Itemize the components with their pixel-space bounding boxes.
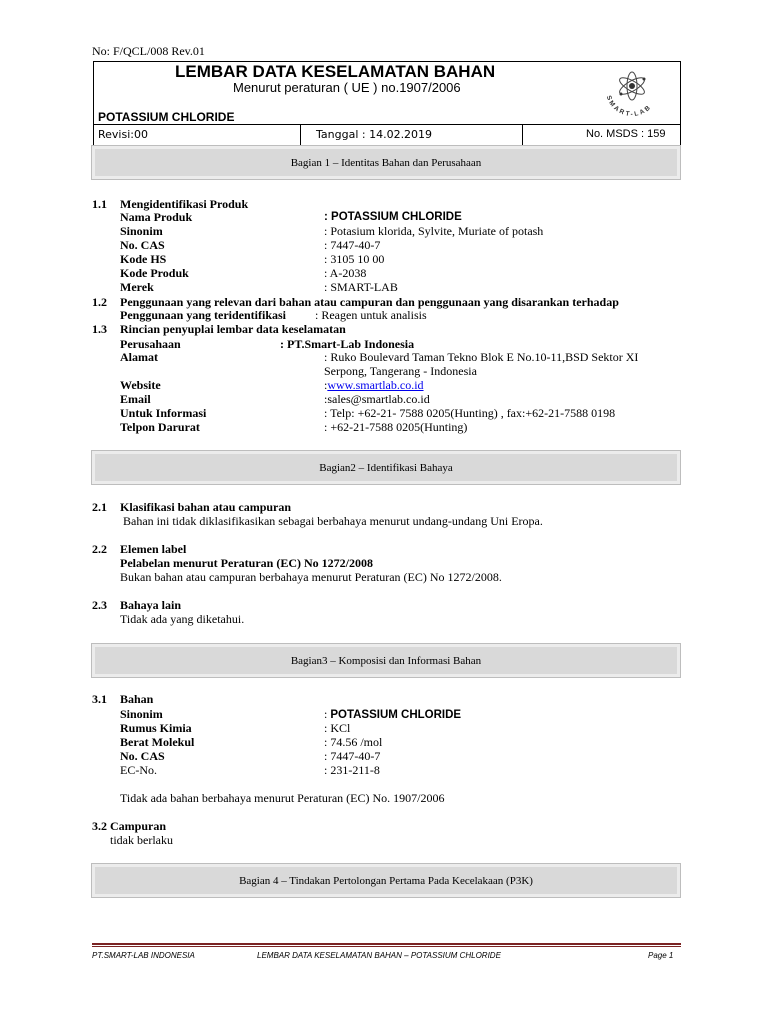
section-number: 1.2 (92, 295, 107, 309)
contact-info: : Telp: +62-21- 7588 0205(Hunting) , fax:+62-21-7588 0198 (324, 406, 616, 420)
section-number: 2.3 (92, 598, 107, 612)
subsection-heading: 3.2 Campuran (92, 819, 167, 833)
field-value: : 7447-40-7 (324, 749, 381, 763)
synonym-field (324, 707, 461, 722)
logo-text: SMART-LAB (604, 94, 654, 119)
field-label: Nama Produk (120, 210, 193, 224)
field-label: Untuk Informasi (120, 406, 207, 420)
field-value: : A-2038 (324, 266, 367, 280)
section-4-header: Bagian 4 – Tindakan Pertolongan Pertama Pada Kecelakaan (P3K) (91, 863, 681, 898)
product-name-header: POTASSIUM CHLORIDE (98, 110, 235, 124)
msds-number: No. MSDS : 159 (586, 128, 666, 140)
revision-number: Revisi:00 (98, 128, 148, 141)
revision-date: Tanggal : 14.02.2019 (316, 128, 433, 141)
field-label: Merek (120, 280, 154, 294)
subsection-heading: Bahaya lain (120, 598, 182, 612)
email-value: :sales@smartlab.co.id (324, 392, 430, 406)
subsection-heading: Bahan (120, 692, 154, 706)
subsection-heading: Penggunaan yang relevan dari bahan atau campuran dan penggunaan yang disarankan terhadap (120, 295, 619, 309)
paragraph: tidak berlaku (110, 833, 173, 847)
field-label: Berat Molekul (120, 735, 195, 749)
footer-company: PT.SMART-LAB INDONESIA (92, 951, 195, 960)
field-value: : 3105 10 00 (324, 252, 385, 266)
section-1-header: Bagian 1 – Identitas Bahan dan Perusahaan (91, 145, 681, 180)
field-label: No. CAS (120, 238, 165, 252)
field-label: Sinonim (120, 707, 163, 721)
field-label: Telpon Darurat (120, 420, 200, 434)
field-value: : Potasium klorida, Sylvite, Muriate of potash (324, 224, 544, 238)
field-value: : 231-211-8 (324, 763, 380, 777)
footer-page-number: Page 1 (648, 951, 674, 960)
subsection-heading: Elemen label (120, 542, 187, 556)
website-field (324, 378, 424, 392)
website-link[interactable]: www.smartlab.co.id (327, 378, 424, 392)
field-label: Alamat (120, 350, 158, 364)
document-title: LEMBAR DATA KESELAMATAN BAHAN (175, 62, 496, 81)
smart-lab-logo (592, 64, 672, 120)
paragraph: Bukan bahan atau campuran berbahaya menurut Peraturan (EC) No 1272/2008. (120, 570, 502, 584)
subsection-heading: Mengidentifikasi Produk (120, 197, 249, 211)
field-label: Kode Produk (120, 266, 189, 280)
section-number: 1.3 (92, 322, 107, 336)
emergency-phone: : +62-21-7588 0205(Hunting) (324, 420, 468, 434)
section-number: 2.2 (92, 542, 107, 556)
field-label: Website (120, 378, 161, 392)
address-line-2: Serpong, Tangerang - Indonesia (324, 364, 477, 378)
field-value: : POTASSIUM CHLORIDE (324, 211, 462, 223)
section-number: 2.1 (92, 500, 107, 514)
synonym-value: POTASSIUM CHLORIDE (330, 709, 462, 721)
field-label: Email (120, 392, 151, 406)
subsection-heading: Klasifikasi bahan atau campuran (120, 500, 292, 514)
field-label: EC-No. (120, 763, 157, 777)
subsection-heading: Rincian penyuplai lembar data keselamatan (120, 322, 346, 336)
field-value: : 74.56 /mol (324, 735, 383, 749)
field-label: Kode HS (120, 252, 167, 266)
field-value: : Reagen untuk analisis (315, 308, 427, 322)
address-line-1: : Ruko Boulevard Taman Tekno Blok E No.10-11,BSD Sektor XI (324, 350, 639, 364)
field-label: No. CAS (120, 749, 165, 763)
document-subtitle: Menurut peraturan ( UE ) no.1907/2006 (233, 80, 461, 95)
field-label: Penggunaan yang teridentifikasi (120, 308, 287, 322)
paragraph: Tidak ada bahan berbahaya menurut Peraturan (EC) No. 1907/2006 (120, 791, 445, 805)
field-value: : SMART-LAB (324, 280, 398, 294)
synonym-prefix: : (324, 707, 328, 721)
field-value: : 7447-40-7 (324, 238, 381, 252)
website-prefix: : (324, 378, 328, 392)
section-3-header: Bagian3 – Komposisi dan Informasi Bahan (91, 643, 681, 678)
footer-title: LEMBAR DATA KESELAMATAN BAHAN – POTASSIUM CHLORIDE (257, 951, 501, 960)
subsection-subheading: Pelabelan menurut Peraturan (EC) No 1272/2008 (120, 556, 373, 570)
field-label: Sinonim (120, 224, 163, 238)
section-number: 1.1 (92, 197, 107, 211)
paragraph: Bahan ini tidak diklasifikasikan sebagai berbahaya menurut undang-undang Uni Eropa. (123, 514, 543, 528)
document-number: No: F/QCL/008 Rev.01 (92, 44, 205, 58)
field-value: : KCl (324, 721, 351, 735)
section-2-header: Bagian2 – Identifikasi Bahaya (91, 450, 681, 485)
paragraph: Tidak ada yang diketahui. (120, 612, 245, 626)
footer-divider (92, 946, 681, 947)
field-label: Perusahaan (120, 337, 181, 351)
footer-divider (92, 943, 681, 945)
company-name: : PT.Smart-Lab Indonesia (280, 337, 415, 351)
section-number: 3.1 (92, 692, 107, 706)
field-label: Rumus Kimia (120, 721, 192, 735)
